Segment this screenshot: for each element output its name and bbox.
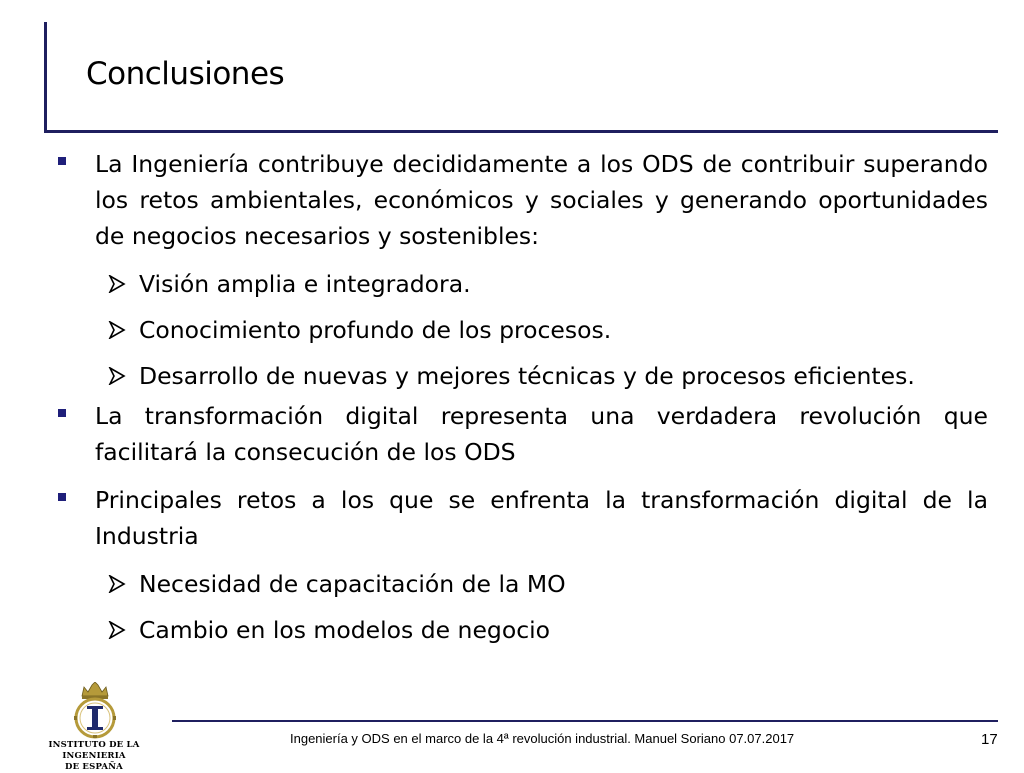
arrow-bullet-icon — [108, 321, 126, 339]
arrow-bullet-icon — [108, 575, 126, 593]
institute-logo — [20, 682, 170, 772]
slide-title: Conclusiones — [86, 56, 285, 92]
slide-content — [58, 146, 988, 648]
sub-item — [58, 612, 988, 648]
arrow-bullet-icon — [108, 621, 126, 639]
page-number: 17 — [981, 731, 998, 748]
logo-text-line-2: DE ESPAÑA — [65, 762, 123, 772]
sub-item — [58, 358, 988, 394]
title-frame-horizontal-rule — [44, 130, 998, 133]
sub-item-text: Desarrollo de nuevas y mejores técnicas y de procesos eficientes. — [139, 362, 915, 390]
footer-text: Ingeniería y ODS en el marco de la 4ª revolución industrial. Manuel Soriano 07.07.2017 — [290, 731, 795, 746]
square-bullet-icon — [58, 409, 66, 417]
bullet-text: La Ingeniería contribuye decididamente a los ODS de contribuir superando los retos ambientales, económicos y sociales y generando oportunidades de negocios necesarios y sostenibles: — [95, 150, 988, 250]
sub-item-text: Visión amplia e integradora. — [139, 270, 471, 298]
sub-item-text: Conocimiento profundo de los procesos. — [139, 316, 612, 344]
bullet-text: La transformación digital representa una verdadera revolución que facilitará la consecución de los ODS — [95, 402, 988, 466]
bullet-item — [58, 146, 988, 254]
square-bullet-icon — [58, 157, 66, 165]
sub-item — [58, 312, 988, 348]
bullet-text: Principales retos a los que se enfrenta la transformación digital de la Industria — [95, 486, 988, 550]
sub-item-text: Necesidad de capacitación de la MO — [139, 570, 566, 598]
bullet-item — [58, 398, 988, 470]
bullet-item — [58, 482, 988, 554]
logo-text-line-1: INSTITUTO DE LA INGENIERIA — [48, 740, 140, 761]
logo-text — [20, 740, 168, 773]
arrow-bullet-icon — [108, 367, 126, 385]
arrow-bullet-icon — [108, 275, 126, 293]
sub-item — [58, 566, 988, 602]
sub-item — [58, 266, 988, 302]
footer-rule — [172, 720, 998, 722]
title-frame-vertical-rule — [44, 22, 47, 132]
crown-emblem-icon — [20, 682, 170, 740]
square-bullet-icon — [58, 493, 66, 501]
sub-item-text: Cambio en los modelos de negocio — [139, 616, 551, 644]
